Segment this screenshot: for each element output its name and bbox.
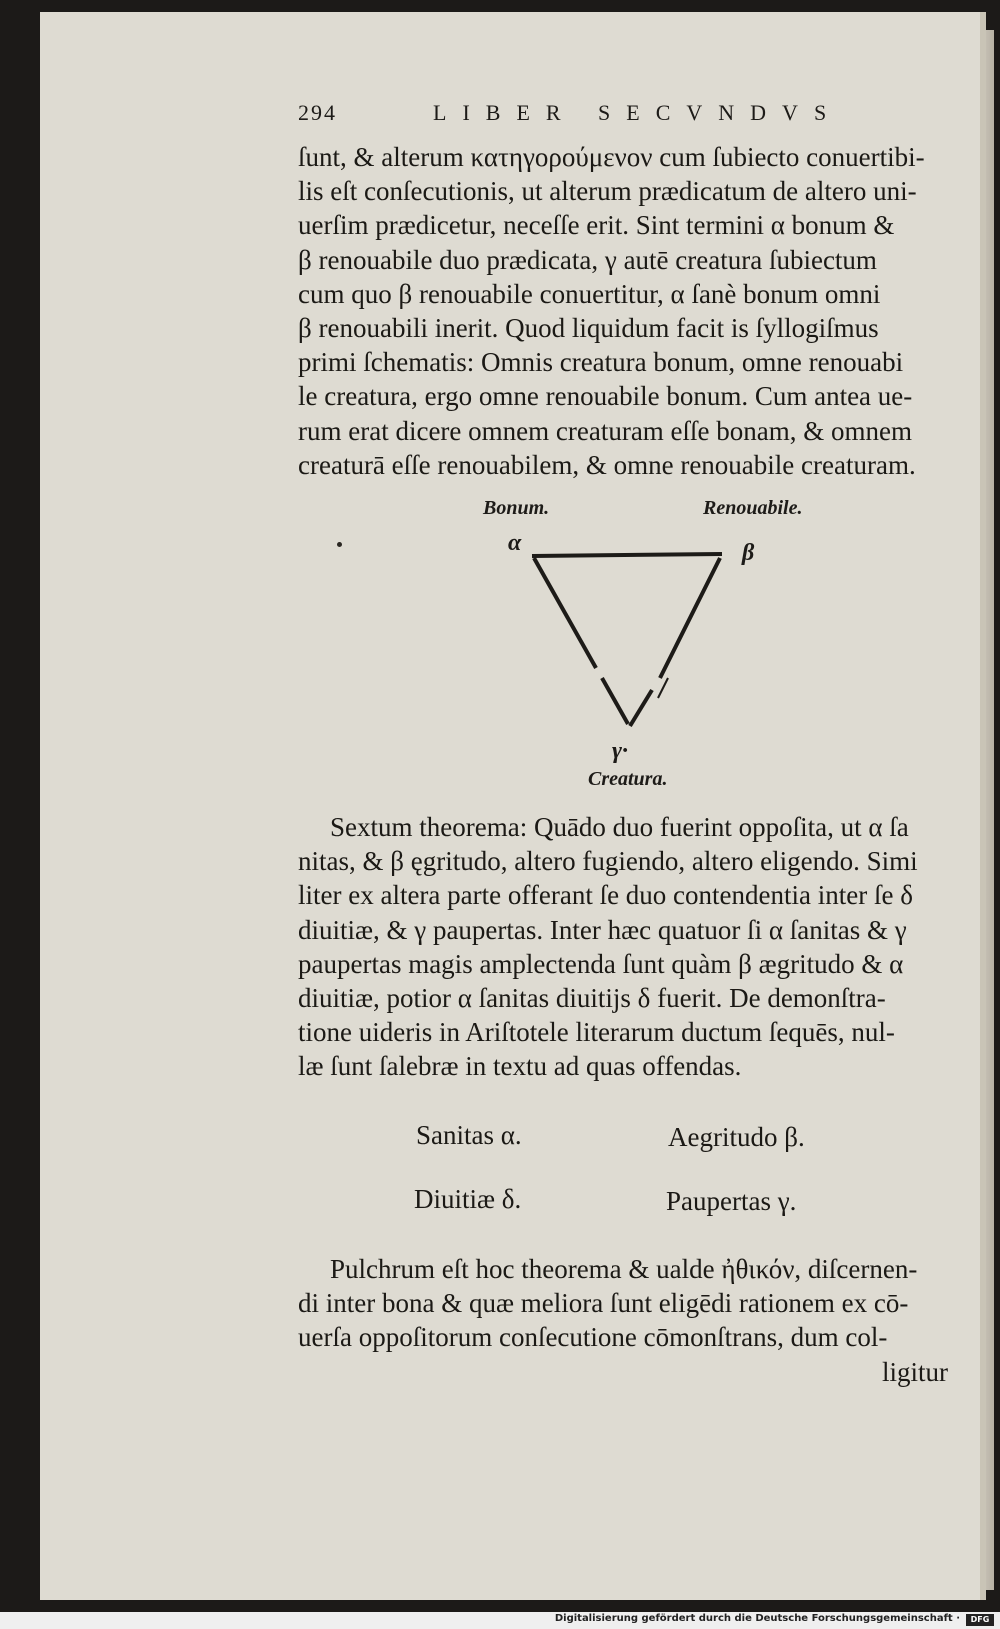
text-line: diuitiæ, & γ paupertas. Inter hæc quatuor ſi α ſanitas & γ xyxy=(298,914,907,945)
paragraph-3 xyxy=(298,1252,958,1389)
text-line: cum quo β renouabile conuertitur, α ſanè bonum omni xyxy=(298,278,881,309)
table-cell-paupertas: Paupertas γ. xyxy=(666,1186,797,1216)
figure-label-creatura: Creatura. xyxy=(588,768,668,790)
page-header xyxy=(298,100,858,140)
table-cell-sanitas: Sanitas α. xyxy=(416,1120,522,1150)
paragraph-2 xyxy=(298,810,958,1084)
triangle-edge-left-upper xyxy=(534,558,596,668)
text-line: uerſim prædicetur, neceſſe erit. Sint termini α bonum & xyxy=(298,210,895,241)
figure-label-bonum: Bonum. xyxy=(483,497,550,519)
vertex-gamma: γ· xyxy=(612,738,628,764)
triangle-edge-right-lower xyxy=(630,690,652,726)
text-line: paupertas magis amplectenda ſunt quàm β ægritudo & α xyxy=(298,948,904,979)
text-line: uerſa oppoſitorum conſecutione cōmonſtrans, dum col- xyxy=(298,1322,888,1353)
text-line: nitas, & β ęgritudo, altero fugiendo, altero eligendo. Simi xyxy=(298,846,918,877)
text-line: primi ſchematis: Omnis creatura bonum, omne renouabi xyxy=(298,347,904,378)
text-line: di inter bona & quæ meliora ſunt eligēdi rationem ex cō- xyxy=(298,1288,909,1319)
triangle-edge-mark xyxy=(658,678,668,698)
text-line: rum erat dicere omnem creaturam eſſe bonam, & omnem xyxy=(298,415,912,446)
text-line: ſunt, & alterum κατηγορούμενον cum ſubiecto conuertibi- xyxy=(298,142,925,172)
text-line: β renouabile duo prædicata, γ autē creatura ſubiectum xyxy=(298,244,877,275)
footer-credit: Digitalisierung gefördert durch die Deutsche Forschungsgemeinschaft · xyxy=(554,1613,960,1624)
running-title: LIBER SECVNDVS xyxy=(433,100,843,125)
text-line: diuitiæ, potior α ſanitas diuitijs δ fuerit. De demonſtra- xyxy=(298,982,886,1013)
table-cell-aegritudo: Aegritudo β. xyxy=(668,1122,805,1152)
vertex-alpha: α xyxy=(508,530,522,556)
table-cell-diuitiae: Diuitiæ δ. xyxy=(414,1184,522,1214)
text-line: le creatura, ergo omne renouabile bonum. Cum antea ue- xyxy=(298,381,913,412)
ink-speck xyxy=(337,542,342,547)
triangle-edge-left-lower xyxy=(602,678,628,724)
triangle-edge-top xyxy=(532,554,722,556)
triangle-diagram xyxy=(520,540,740,740)
dfg-logo: DFG xyxy=(966,1614,994,1626)
footer-bar xyxy=(0,1612,1000,1629)
text-line: Sextum theorema: Quādo duo fuerint oppoſita, ut α ſa xyxy=(330,812,909,842)
text-line: creaturā eſſe renouabilem, & omne renouabile creaturam. xyxy=(298,449,916,480)
figure-label-renouabile: Renouabile. xyxy=(703,497,803,519)
text-line: β renouabili inerit. Quod liquidum facit is ſyllogiſmus xyxy=(298,312,879,343)
triangle-edge-right-upper xyxy=(660,558,720,678)
text-line: liter ex altera parte offerant ſe duo contendentia inter ſe δ xyxy=(298,880,913,911)
paragraph-1 xyxy=(298,140,958,482)
text-line: tione uideris in Ariſtotele literarum ductum ſequēs, nul- xyxy=(298,1017,895,1048)
page-number: 294 xyxy=(298,100,337,125)
vertex-beta: β xyxy=(742,540,755,566)
text-line: Pulchrum eſt hoc theorema & ualde ἠθικόν, diſcernen- xyxy=(330,1254,918,1284)
text-line: læ ſunt ſalebræ in textu ad quas offendas. xyxy=(298,1051,742,1082)
text-line: lis eſt conſecutionis, ut alterum prædicatum de altero uni- xyxy=(298,176,917,207)
catchword: ligitur xyxy=(882,1356,948,1387)
